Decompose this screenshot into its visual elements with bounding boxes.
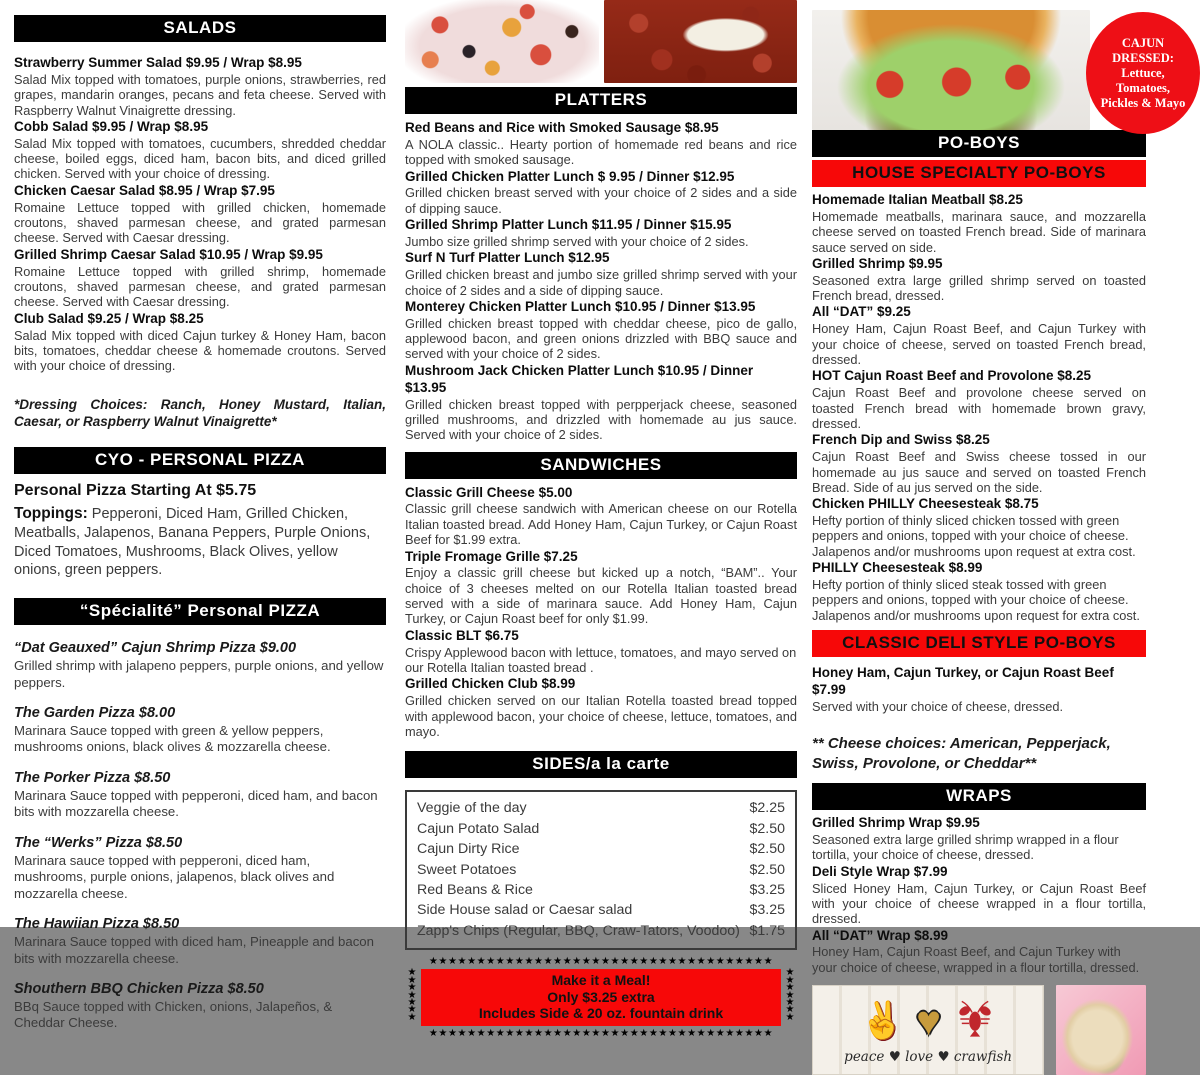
- item-name: Chicken PHILLY Cheesesteak $8.75: [812, 496, 1039, 512]
- item-name: Monterey Chicken Platter Lunch $10.95 / Dinner $13.95: [405, 298, 756, 314]
- star-border-left: ★ ★ ★ ★ ★ ★ ★: [407, 967, 417, 1023]
- cyo-pizza-header: CYO - PERSONAL PIZZA: [14, 447, 386, 474]
- item-name: Red Beans and Rice with Smoked Sausage $8.95: [405, 120, 719, 135]
- meal-banner-middle: [405, 967, 797, 1028]
- item-name: Honey Ham, Cajun Turkey, or Cajun Roast Beef $7.99: [812, 665, 1114, 697]
- item-name: French Dip and Swiss $8.25: [812, 432, 990, 448]
- item-name: Grilled Shrimp Wrap $9.95: [812, 815, 980, 831]
- item-desc: Grilled chicken breast topped with cheddar cheese, pico de gallo, applewood bacon, and green onions drizzled with BBQ sauce and served with your choice of 2 sides.: [405, 315, 797, 362]
- item-name: “Dat Geauxed” Cajun Shrimp Pizza $9.00: [14, 640, 297, 657]
- side-price: $3.25: [749, 902, 785, 919]
- menu-item: [405, 169, 797, 217]
- menu-item: [812, 496, 1146, 559]
- menu-item: [812, 192, 1146, 255]
- sandwiches-header: SANDWICHES: [405, 452, 797, 479]
- item-name: Classic Grill Cheese $5.00: [405, 484, 573, 500]
- side-price: $2.25: [749, 800, 785, 817]
- table-row: [417, 798, 785, 818]
- star-border-right: ★ ★ ★ ★ ★ ★ ★: [785, 967, 795, 1023]
- item-desc: Hefty portion of thinly sliced steak tossed with green peppers and onions, topped with your choice of cheese. Jalapenos and/or mushrooms upon request for extra cost.: [812, 576, 1140, 623]
- item-desc: Grilled shrimp with jalapeno peppers, purple onions, and yellow peppers.: [14, 658, 384, 690]
- menu-item: [812, 665, 1146, 714]
- cajun-dressed-badge: [1086, 12, 1200, 134]
- menu-item: [14, 834, 386, 902]
- item-name: Shouthern BBQ Chicken Pizza $8.50: [14, 981, 264, 998]
- item-name: The Hawiian Pizza $8.50: [14, 916, 180, 933]
- item-desc: Seasoned extra large grilled shrimp wrapped in a flour tortilla, your choice of cheese, dressed.: [812, 831, 1119, 863]
- item-desc: Served with your choice of cheese, dressed.: [812, 698, 1064, 714]
- meal-line-2: Only $3.25 extra: [547, 988, 655, 1005]
- toppings-label: Toppings:: [14, 504, 88, 522]
- item-desc: Salad Mix topped with tomatoes, purple onions, strawberries, red grapes, mandarin oranges, pecans and feta cheese. Served with Raspberry Walnut Vinaigrette dressing.: [14, 71, 386, 118]
- item-name: Grilled Shrimp Platter Lunch $11.95 / Dinner $15.95: [405, 217, 732, 233]
- table-row: [417, 860, 785, 880]
- poboy-sandwich-photo: [812, 10, 1090, 130]
- item-desc: Grilled chicken served on our Italian Rotella toasted bread topped with applewood bacon, your choice of cheese, lettuce, tomatoes, and mayo.: [405, 693, 797, 739]
- item-name: Grilled Shrimp Caesar Salad $10.95 / Wrap $9.95: [14, 246, 323, 262]
- side-name: Red Beans & Rice: [417, 881, 533, 898]
- side-price: $1.75: [749, 922, 785, 939]
- item-desc: Marinara Sauce topped with diced ham, Pineapple and bacon bits with mozzarella cheese.: [14, 934, 374, 966]
- item-desc: Honey Ham, Cajun Roast Beef, and Cajun Turkey with your choice of cheese, wrapped in a flour tortilla, dressed.: [812, 944, 1140, 975]
- item-name: Chicken Caesar Salad $8.95 / Wrap $7.95: [14, 182, 275, 198]
- item-name: Deli Style Wrap $7.99: [812, 863, 948, 879]
- item-name: Grilled Chicken Platter Lunch $ 9.95 / Dinner $12.95: [405, 168, 735, 184]
- leopard-heart-icon: ♥: [916, 997, 941, 1045]
- salads-header: SALADS: [14, 15, 386, 42]
- menu-item: [14, 769, 386, 821]
- badge-body: Lettuce, Tomatoes, Pickles & Mayo: [1100, 65, 1186, 110]
- item-name: Triple Fromage Grille $7.25: [405, 548, 578, 564]
- item-desc: A NOLA classic.. Hearty portion of homemade red beans and rice topped with smoked sausage.: [405, 136, 797, 168]
- menu-item: [405, 485, 797, 548]
- item-name: PHILLY Cheesesteak $8.99: [812, 560, 983, 576]
- menu-item: [812, 560, 1146, 623]
- side-name: Side House salad or Caesar salad: [417, 902, 633, 919]
- item-desc: Honey Ham, Cajun Roast Beef, and Cajun Turkey with your choice of cheese, served on toasted French bread, dressed.: [812, 321, 1146, 368]
- item-name: Homemade Italian Meatball $8.25: [812, 192, 1023, 207]
- table-row: [417, 880, 785, 900]
- menu-item: [405, 217, 797, 249]
- sandwiches-list: [405, 485, 797, 740]
- item-desc: Enjoy a classic grill cheese but kicked up a notch, “BAM”.. Your choice of 3 cheeses melted on our Rotella Italian toasted bread served with a side of marinara sauce. Add Honey Ham, Cajun Turkey, or Cajun Roast beef for only $1.99.: [405, 565, 797, 627]
- item-desc: Salad Mix topped with diced Cajun turkey & Honey Ham, bacon bits, tomatoes, cheddar cheese & homemade croutons. Served with your choice of dressing.: [14, 327, 386, 374]
- item-name: The Porker Pizza $8.50: [14, 769, 171, 786]
- item-desc: Grilled chicken breast served with your choice of 2 sides and a side of dipping sauce.: [405, 185, 797, 216]
- side-price: $2.50: [749, 820, 785, 837]
- menu-item: [14, 247, 386, 310]
- menu-item: [14, 183, 386, 246]
- menu-item: [812, 864, 1146, 927]
- menu-item: [812, 432, 1146, 495]
- item-name: HOT Cajun Roast Beef and Provolone $8.25: [812, 368, 1092, 384]
- peace-hand-icon: ✌: [855, 995, 908, 1046]
- salads-list: [14, 55, 386, 374]
- bottom-images: [812, 985, 1146, 1075]
- meal-offer-box: [421, 969, 781, 1026]
- menu-item: [14, 980, 386, 1032]
- food-photos: [405, 0, 797, 83]
- item-desc: Marinara Sauce topped with pepperoni, diced ham, and bacon bits with mozzarella cheese.: [14, 787, 378, 820]
- side-name: Cajun Potato Salad: [417, 820, 540, 837]
- item-desc: Sliced Honey Ham, Cajun Turkey, or Cajun Roast Beef with your choice of cheese wrapped in a flour tortilla, dressed.: [812, 880, 1146, 927]
- wrap-photo: [1056, 985, 1146, 1075]
- crawfish-icon: [953, 999, 997, 1044]
- middle-column: [405, 0, 797, 1039]
- item-desc: Marinara sauce topped with pepperoni, diced ham, mushrooms, purple onions, jalapenos, black olives and mozzarella cheese.: [14, 852, 335, 901]
- menu-item: [14, 639, 386, 691]
- item-desc: BBq Sauce topped with Chicken, onions, Jalapeños, & Cheddar Cheese.: [14, 998, 333, 1031]
- classic-deli-header: CLASSIC DELI STYLE PO-BOYS: [812, 630, 1146, 657]
- item-desc: Marinara Sauce topped with green & yellow peppers, mushrooms onions, black olives & mozzarella cheese.: [14, 722, 331, 755]
- item-name: The Garden Pizza $8.00: [14, 705, 176, 722]
- star-border-bottom: ★★★★★★★★★★★★★★★★★★★★★★★★★★★★★★★★★★★★: [428, 1027, 774, 1039]
- poboys-list: [812, 192, 1146, 623]
- item-desc: Homemade meatballs, marinara sauce, and mozzarella cheese served on toasted French bread. Side of marinara sauce served on side.: [812, 208, 1146, 255]
- menu-item: [14, 119, 386, 182]
- platters-list: [405, 120, 797, 443]
- side-price: $2.50: [749, 861, 785, 878]
- side-name: Veggie of the day: [417, 800, 527, 817]
- sides-price-table: [405, 790, 797, 950]
- pizza-toppings: [14, 504, 386, 581]
- item-name: Club Salad $9.25 / Wrap $8.25: [14, 310, 204, 326]
- item-name: Mushroom Jack Chicken Platter Lunch $10.95 / Dinner $13.95: [405, 362, 754, 395]
- specialty-pizza-list: [14, 639, 386, 1032]
- menu-item: [812, 256, 1146, 304]
- red-beans-photo: [604, 0, 798, 83]
- side-name: Sweet Potatoes: [417, 861, 517, 878]
- menu-item: [405, 299, 797, 362]
- meal-line-3: Includes Side & 20 oz. fountain drink: [478, 1005, 724, 1022]
- item-desc: Salad Mix topped with tomatoes, cucumbers, shredded cheddar cheese, boiled eggs, diced ham, bacon bits, and diced grilled chicken. Served with your choice of dressing.: [14, 135, 386, 182]
- item-name: Surf N Turf Platter Lunch $12.95: [405, 250, 610, 266]
- sides-header: SIDES/a la carte: [405, 751, 797, 778]
- item-name: All “DAT” Wrap $8.99: [812, 927, 949, 943]
- menu-item: [812, 815, 1146, 863]
- item-desc: Grilled chicken breast and jumbo size grilled shrimp served with your choice of 2 sides and a side of dipping sauce.: [405, 267, 797, 298]
- side-name: Cajun Dirty Rice: [417, 841, 520, 858]
- poboys-header: PO-BOYS: [812, 130, 1146, 157]
- item-name: Classic BLT $6.75: [405, 627, 519, 643]
- table-row: [417, 839, 785, 859]
- item-desc: Romaine Lettuce topped with grilled chicken, homemade croutons, shaved parmesan cheese, and grated parmesan cheese. Served with Caesar dressing.: [14, 199, 386, 246]
- left-column: [14, 15, 386, 1045]
- item-name: Grilled Shrimp $9.95: [812, 255, 943, 271]
- dressing-note: *Dressing Choices: Ranch, Honey Mustard, Italian, Caesar, or Raspberry Walnut Vinaigrette*: [14, 396, 386, 430]
- menu-item: [405, 676, 797, 739]
- item-desc: Crispy Applewood bacon with lettuce, tomatoes, and mayo served on our Rotella Italian toasted bread .: [405, 644, 797, 675]
- menu-item: [812, 928, 1146, 976]
- right-column: [812, 10, 1146, 1075]
- wraps-list: [812, 815, 1146, 975]
- meal-line-1: Make it a Meal!: [551, 972, 651, 989]
- peace-love-crawfish-sign: [812, 985, 1044, 1075]
- salad-photo: [405, 0, 599, 83]
- menu-item: [14, 55, 386, 118]
- side-price: $2.50: [749, 841, 785, 858]
- side-price: $3.25: [749, 881, 785, 898]
- item-desc: Hefty portion of thinly sliced chicken tossed with green peppers and onions, topped with your choice of cheese. Jalapenos and/or mushrooms upon request at extra cost.: [812, 513, 1136, 559]
- table-row: [417, 921, 785, 941]
- star-border-top: ★★★★★★★★★★★★★★★★★★★★★★★★★★★★★★★★★★★★: [428, 956, 774, 968]
- platters-header: PLATTERS: [405, 87, 797, 114]
- item-name: All “DAT” $9.25: [812, 304, 911, 320]
- house-specialty-header: HOUSE SPECIALTY PO-BOYS: [812, 160, 1146, 187]
- menu-item: [405, 628, 797, 676]
- item-name: The “Werks” Pizza $8.50: [14, 834, 183, 851]
- specialty-pizza-header: “Spécialité” Personal PIZZA: [14, 598, 386, 625]
- menu-item: [405, 549, 797, 627]
- item-name: Grilled Chicken Club $8.99: [405, 676, 576, 692]
- table-row: [417, 900, 785, 920]
- pizza-starting-price: Personal Pizza Starting At $5.75: [14, 481, 257, 499]
- toppings-list: Pepperoni, Diced Ham, Grilled Chicken, Meatballs, Jalapenos, Banana Peppers, Purple Onions, Diced Tomatoes, Mushrooms, Black Olives, yellow onions, green peppers.: [14, 505, 371, 579]
- menu-item: [405, 120, 797, 168]
- sign-caption: peace ♥ love ♥ crawfish: [844, 1049, 1013, 1066]
- item-desc: Seasoned extra large grilled shrimp served on toasted French bread, dressed.: [812, 272, 1146, 304]
- menu-item: [14, 704, 386, 756]
- menu-item: [405, 250, 797, 298]
- badge-title: CAJUN DRESSED:: [1112, 35, 1174, 65]
- item-name: Cobb Salad $9.95 / Wrap $8.95: [14, 118, 209, 134]
- item-desc: Cajun Roast Beef and Swiss cheese tossed in our homemade au jus sauce and served on toasted French Bread. Side of au jus served on the side.: [812, 449, 1146, 495]
- item-desc: Romaine Lettuce topped with grilled shrimp, homemade croutons, shaved parmesan cheese, and grated parmesan cheese. Served with Caesar dressing.: [14, 263, 386, 310]
- make-it-a-meal-banner: [405, 956, 797, 1039]
- menu-item: [14, 915, 386, 967]
- item-desc: Jumbo size grilled shrimp served with your choice of 2 sides.: [405, 234, 749, 249]
- item-desc: Grilled chicken breast topped with perpperjack cheese, seasoned grilled mushrooms, and drizzled with homemade au jus sauce. Served with your choice of 2 sides.: [405, 396, 797, 443]
- cheese-choices-note: ** Cheese choices: American, Pepperjack, Swiss, Provolone, or Cheddar**: [812, 735, 1111, 772]
- menu-item: [812, 304, 1146, 367]
- wraps-header: WRAPS: [812, 783, 1146, 810]
- item-desc: Classic grill cheese sandwich with American cheese on our Rotella Italian toasted bread. Add Honey Ham, Cajun Turkey, or Cajun Roast Beef for $1.99 extra.: [405, 501, 797, 548]
- menu-item: [14, 311, 386, 374]
- menu-item: [405, 363, 797, 443]
- side-name: Zapp's Chips (Regular, BBQ, Craw-Tators, Voodoo): [417, 922, 740, 939]
- item-name: Strawberry Summer Salad $9.95 / Wrap $8.95: [14, 55, 302, 70]
- menu-item: [812, 368, 1146, 431]
- table-row: [417, 819, 785, 839]
- sign-icons: [855, 995, 997, 1047]
- item-desc: Cajun Roast Beef and provolone cheese served on toasted French bread with homemade brown gravy, dressed.: [812, 385, 1146, 431]
